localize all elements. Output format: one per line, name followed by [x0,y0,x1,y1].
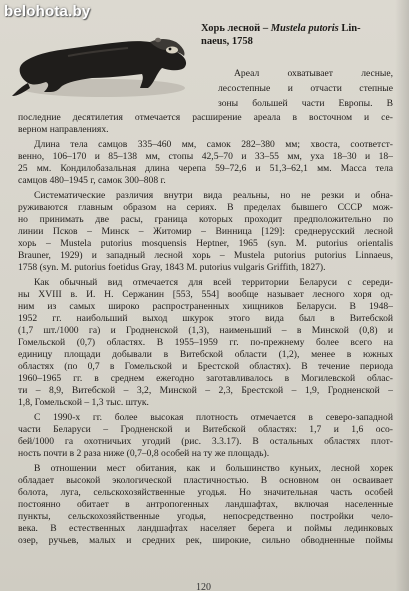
text-line: 1,8, Гомельской – 1,3 тыс. штук. [18,397,149,408]
text-line: хорь – Mustela putorius mosquensis Heptner, 1965 (syn. M. putorius orientalis [18,238,393,249]
text-line: самцов 480–1945 г, самок 300–808 г. [18,175,166,186]
text-line: Гомельской (0,7) областях. В 1955–1959 гг. по-прежнему более всего на [18,337,393,348]
text-line: верном направлениях. [18,124,109,135]
text-line: венно, 106–170 и 85–138 мм, стопы 42,5–70 и 33–55 мм, уха 18–30 и 18– [18,151,393,162]
text-line: озер, ручьев, малых и средних рек, широкие, сильно обводненные поймы [18,535,393,546]
text-line: последние десятилетия отмечается расширение ареала в восточном и се- [18,112,393,123]
ferret-illustration [8,28,193,108]
species-russian-name: Хорь лесной – [201,23,271,34]
text-line: части Беларуси – Гродненской и Витебской областях: 1,7 и 1,6 осо- [18,424,393,435]
text-line: 25 мм. Кондилобазальная длина черепа 59–72,6 и 51,3–62,1 мм. Масса тела [18,163,393,174]
text-line: обладает высокой экологической пластичностью. В основном он осваивает [18,475,393,486]
text-line: С 1990-х гг. более высокая плотность отмечается в северо-западной [34,412,393,423]
text-line: руживаются главным образом на сериях. В пределах бывшего СССР мож- [18,202,393,213]
text-line: ность почти в 2 раза ниже (0,7–0,8 особей на ту же площадь). [18,448,270,459]
text-line: лесостепные и отчасти степные [218,83,393,94]
text-line: постоянно обитает в антропогенных ландшафтах, включая населенные [18,499,393,510]
text-line: ним из самых широко распространенных хищников Беларуси. В 1948– [18,301,393,312]
text-line: Длина тела самцов 335–460 мм, самок 282–380 мм; хвоста, соответст- [34,139,393,150]
text-line: (1,7 шт./1000 га) и Гродненской (1,3), наименьший – в Минской (0,8) и [18,325,393,336]
page-edge-shadow [395,0,409,591]
text-line: В отношении мест обитания, как и большинство куньих, лесной хорек [34,463,393,474]
text-line: пункты, сельскохозяйственные угодья, непосредственно постройки чело- [18,511,393,522]
text-line: бей/1000 га охотничьих угодий (рис. 3.3.17). В остальных областях плот- [18,436,393,447]
text-line: областях (по 0,7 в Гомельской и Брестской областях). В течение периода [18,361,393,372]
text-line: зоны большей части Европы. В [218,98,393,109]
text-line: века. В естественных ландшафтах населяет берега и поймы лединковых [18,523,393,534]
site-watermark: belohota.by [4,3,91,20]
species-latin-name: Mustela putoris [270,23,339,34]
text-line: 1758 (syn. M. putorius foetidus Gray, 1843 M. putorius vulgaris Griffith, 1827). [18,262,326,273]
text-line: но принимать две расы, граница которых проходит предположительно по [18,214,393,225]
species-heading [201,22,401,48]
text-line: 1960–1965 гг. в среднем ежегодно заготавливалось в Могилевской облас- [18,373,393,384]
text-line: линии Псков – Минск – Житомир – Винница [129]: среднерусский лесной [18,226,393,237]
text-line: Как обычный вид отмечается для всей территории Беларуси с середи- [34,277,393,288]
text-line: ны XVIII в. И. Н. Сержанин [553, 554] вообще называет лесного хоря од- [18,289,393,300]
page-number: 120 [196,582,211,591]
text-line: болота, луга, сельскохозяйственные угодья. Но значительная часть особей [18,487,393,498]
text-line: 1952 гг. наибольший выход шкурок этого вида был в Витебской [18,313,393,324]
text-line: ти – 8,9, Витебской – 3,2, Минской – 2,3, Брестской – 1,9, Гродненской – [18,385,393,396]
species-author-part2: naeus, 1758 [201,36,253,47]
species-author-part1: Lin- [338,23,361,34]
text-line: Ареал охватывает лесные, [234,68,393,79]
text-line: Систематические различия внутри вида реальны, но не резки и обна- [34,190,393,201]
text-line: Brauner, 1929) и западный лесной хорь – Mustela putorius putorius Linnaeus, [18,250,393,261]
text-line: единицу площади добывали в Витебской области (1,2), менее в южных [18,349,393,360]
